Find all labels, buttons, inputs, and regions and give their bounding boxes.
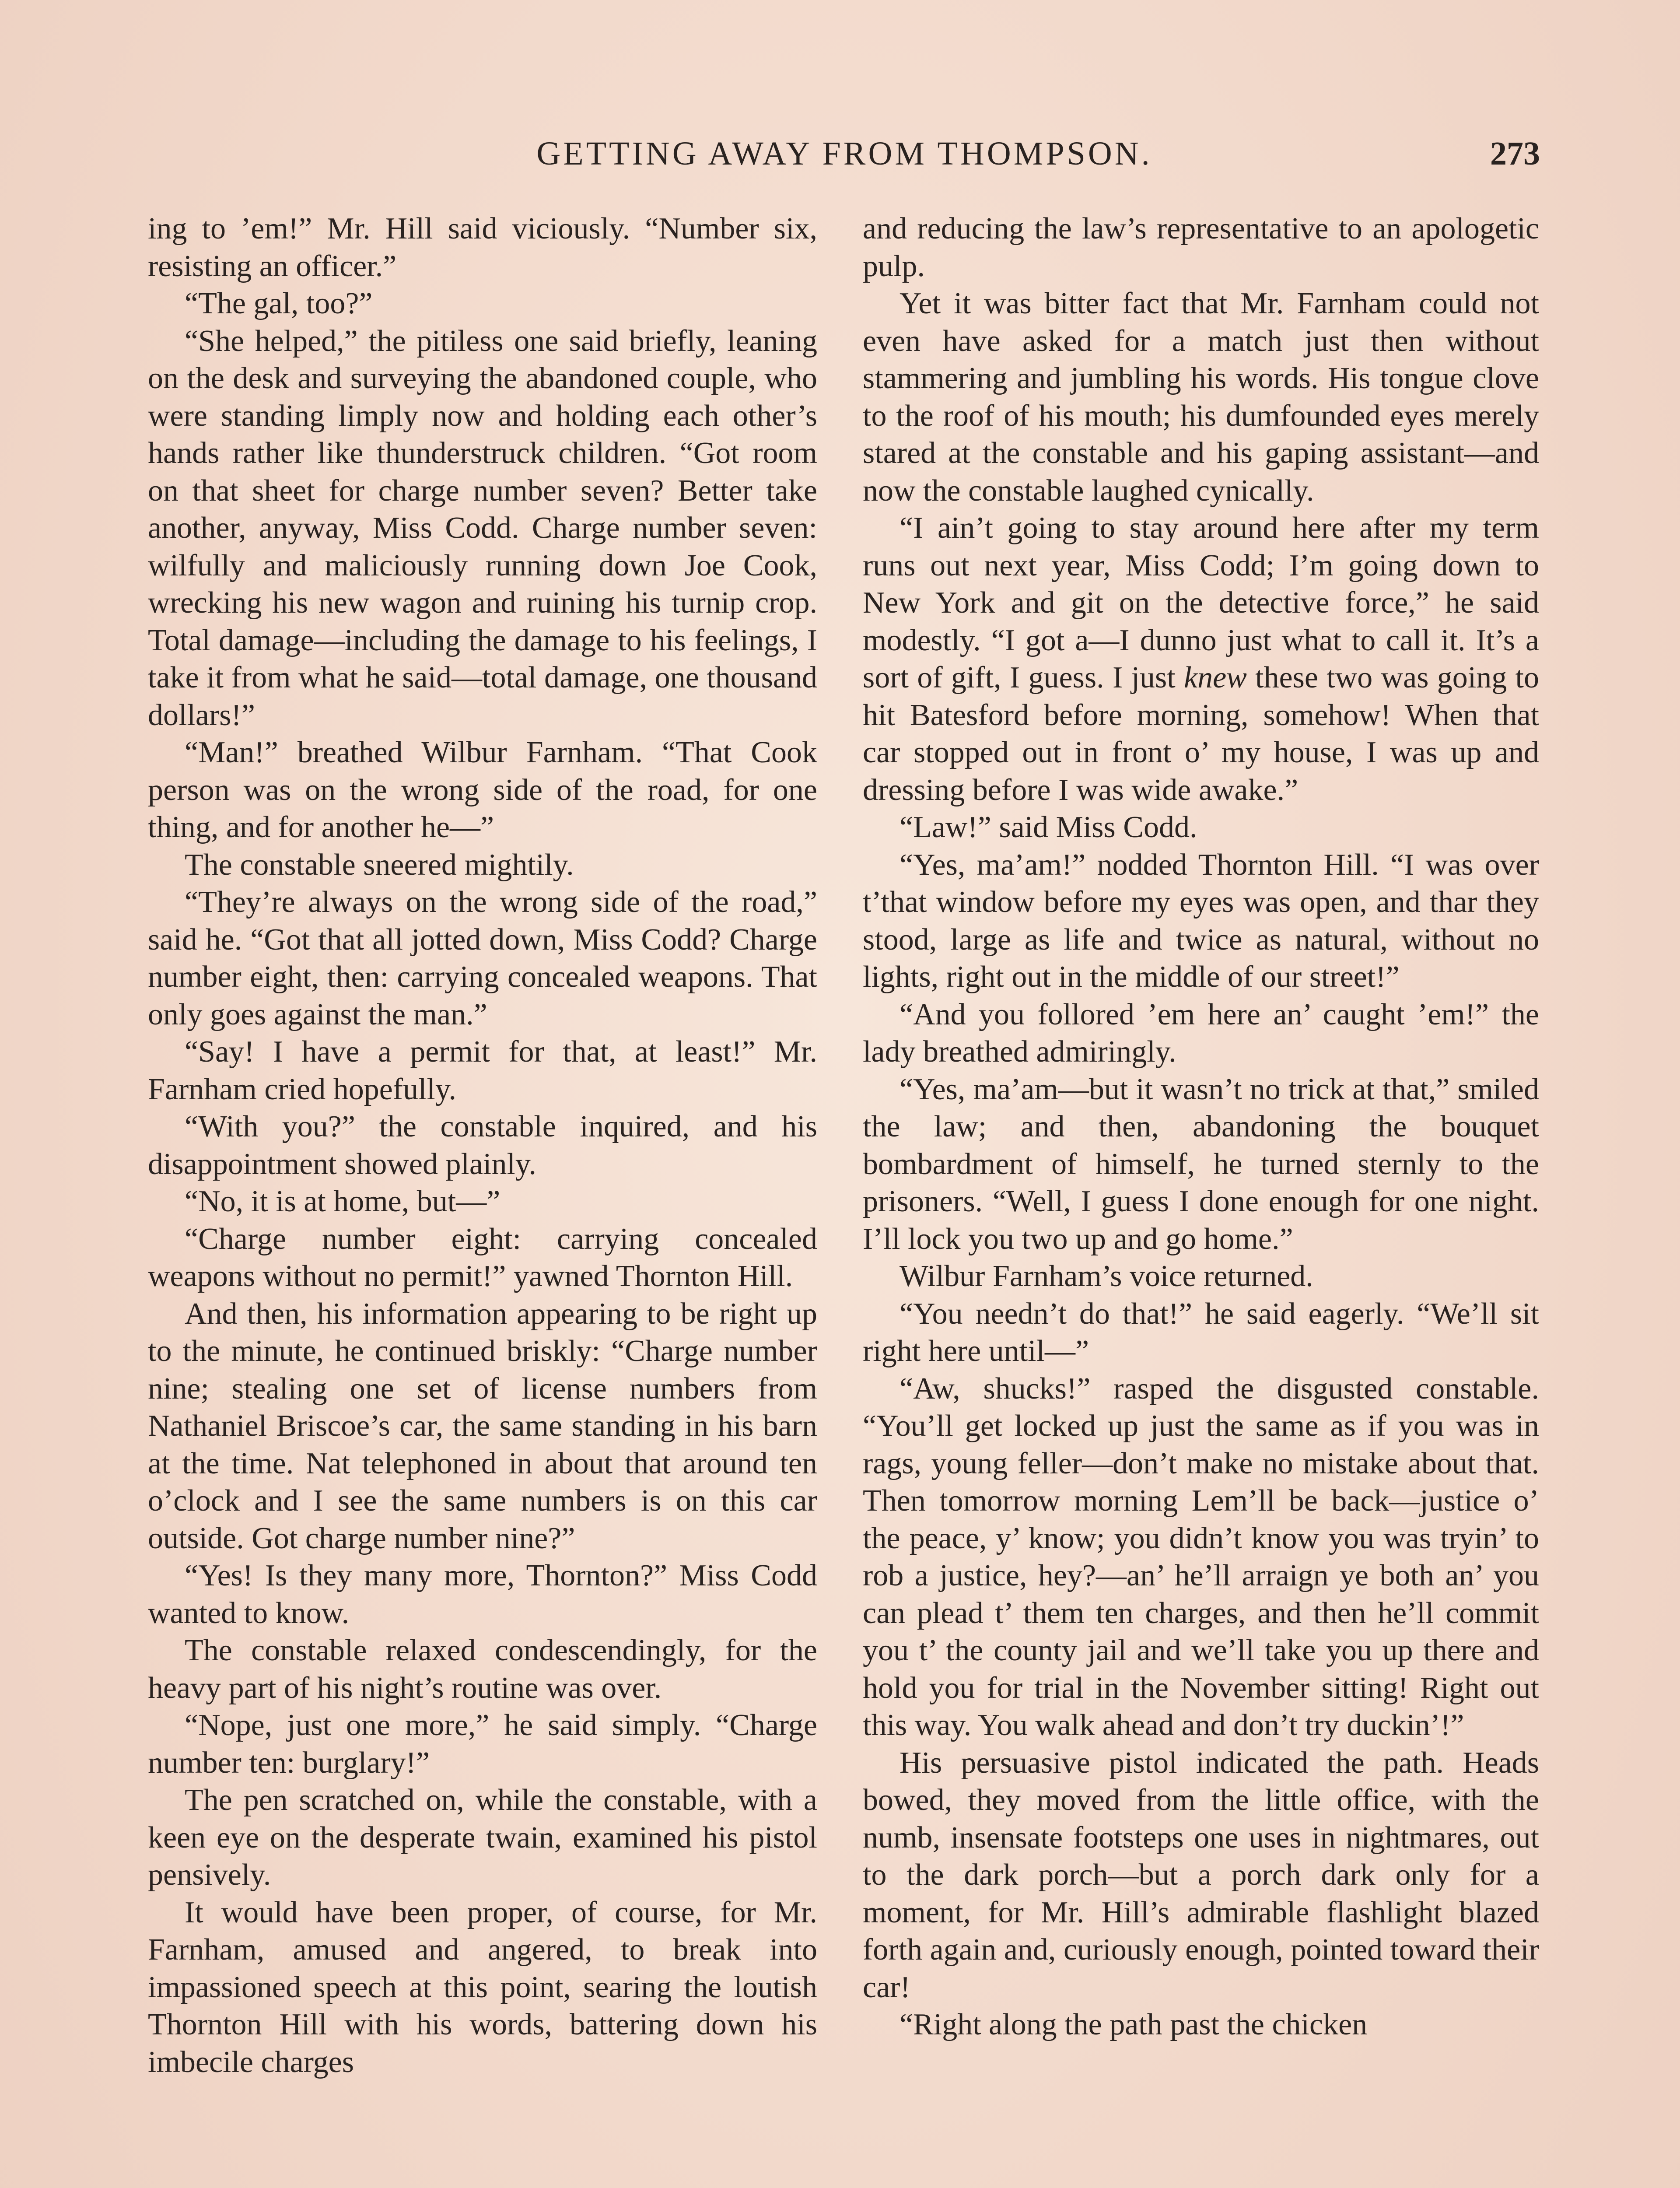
running-title: GETTING AWAY FROM THOMPSON. (536, 135, 1152, 172)
paragraph: “She helped,” the pitiless one said briefly, leaning on the desk and surveying the abandoned couple, who were standing limply now and holding each other’s hands rather like thunderstruck children. “Got room on that sheet for charge number seven? Better take another, anyway, Miss Codd. Charge number seven: wilfully and maliciously running down Joe Cook, wrecking his new wagon and ruining his turnip crop. Total damage—including the damage to his feelings, I take it from what he said—total damage, one thousand dollars!” (148, 324, 817, 732)
page-number: 273 (1490, 135, 1540, 172)
paragraph: ing to ’em!” Mr. Hill said viciously. “Number six, resisting an officer.” (148, 212, 817, 283)
paragraph: “The gal, too?” (185, 287, 373, 320)
paragraph: “Aw, shucks!” rasped the disgusted constable. “You’ll get locked up just the same as if you was in rags, young feller—don’t make no mistake about that. Then tomorrow morning Lem’ll be back—justice o’ the peace, y’ know; you didn’t know you was tryin’ to rob a justice, hey?—an’ he’ll arraign ye both an’ you can plead t’ them ten charges, and then he’ll commit you t’ the county jail and we’ll take you up there and hold you for trial in the November sitting! Right out this way. You walk ahead and don’t try duckin’!” (863, 1371, 1539, 1742)
paragraph: “And you follored ’em here an’ caught ’em!” the lady breathed admiringly. (863, 997, 1539, 1069)
paragraph: “They’re always on the wrong side of the road,” said he. “Got that all jotted down, Miss Codd? Charge number eight, then: carrying concealed weapons. That only goes against the man.” (148, 885, 817, 1031)
paragraph: It would have been proper, of course, for Mr. Farnham, amused and angered, to break into impassioned speech at this point, searing the loutish Thornton Hill with his words, battering down his imbecile charges (148, 1895, 817, 2079)
paragraph: “Right along the path past the chicken (900, 2008, 1368, 2041)
paragraph: “You needn’t do that!” he said eagerly. “We’ll sit right here until—” (863, 1297, 1539, 1368)
paragraph: “Say! I have a permit for that, at least!” Mr. Farnham cried hopefully. (148, 1035, 817, 1106)
paragraph: Yet it was bitter fact that Mr. Farnham could not even have asked for a match just then without stammering and jumbling his words. His tongue clove to the roof of his mouth; his dumfounded eyes merely stared at the constable and his gaping assistant—and now the constable laughed cynically. (863, 287, 1539, 508)
paragraph: “Law!” said Miss Codd. (900, 810, 1197, 844)
paragraph: “Nope, just one more,” he said simply. “Charge number ten: burglary!” (148, 1708, 817, 1780)
left-column (148, 210, 817, 2081)
paragraph: “Yes! Is they many more, Thornton?” Miss Codd wanted to know. (148, 1559, 817, 1630)
paragraph: “Yes, ma’am—but it wasn’t no trick at that,” smiled the law; and then, abandoning the bouquet bombardment of himself, he turned sternly to the prisoners. “Well, I guess I done enough for one night. I’ll lock you two up and go home.” (863, 1072, 1539, 1256)
paragraph: “I ain’t going to stay around here after my term runs out next year, Miss Codd; I’m going down to New York and git on the detective force,” he said modestly. “I got a—I dunno just what to call it. It’s a sort of gift, I guess. I just knew these two was going to hit Batesford before morning, somehow! When that car stopped out in front o’ my house, I was up and dressing before I was wide awake.” (863, 511, 1539, 807)
text-columns (148, 210, 1539, 2188)
paragraph: “Charge number eight: carrying concealed weapons without no permit!” yawned Thornton Hill. (148, 1222, 817, 1293)
paragraph: and reducing the law’s representative to an apologetic pulp. (863, 212, 1539, 283)
paragraph: “With you?” the constable inquired, and his disappointment showed plainly. (148, 1110, 817, 1181)
paragraph: “Yes, ma’am!” nodded Thornton Hill. “I was over t’that window before my eyes was open, and thar they stood, large as life and twice as natural, without no lights, right out in the middle of our street!” (863, 848, 1539, 994)
paragraph: “No, it is at home, but—” (185, 1185, 500, 1218)
paragraph: Wilbur Farnham’s voice returned. (900, 1259, 1313, 1293)
page-header (149, 131, 1540, 179)
paragraph: The pen scratched on, while the constable, with a keen eye on the desperate twain, examined his pistol pensively. (148, 1783, 817, 1892)
paragraph: The constable relaxed condescendingly, for the heavy part of his night’s routine was over. (148, 1634, 817, 1705)
paragraph: The constable sneered mightily. (185, 848, 574, 882)
paragraph: His persuasive pistol indicated the path. Heads bowed, they moved from the little office, with the numb, insensate footsteps one uses in nightmares, out to the dark porch—but a porch dark only for a moment, for Mr. Hill’s admirable flashlight blazed forth again and, curiously enough, pointed toward their car! (863, 1746, 1539, 2004)
paragraph: And then, his information appearing to be right up to the minute, he continued briskly: “Charge number nine; stealing one set of license numbers from Nathaniel Briscoe’s car, the same standing in his barn at the time. Nat telephoned in about that around ten o’clock and I see the same numbers is on this car outside. Got charge number nine?” (148, 1297, 817, 1555)
paragraph: “Man!” breathed Wilbur Farnham. “That Cook person was on the wrong side of the road, for one thing, and for another he—” (148, 736, 817, 844)
right-column (863, 210, 1539, 2044)
